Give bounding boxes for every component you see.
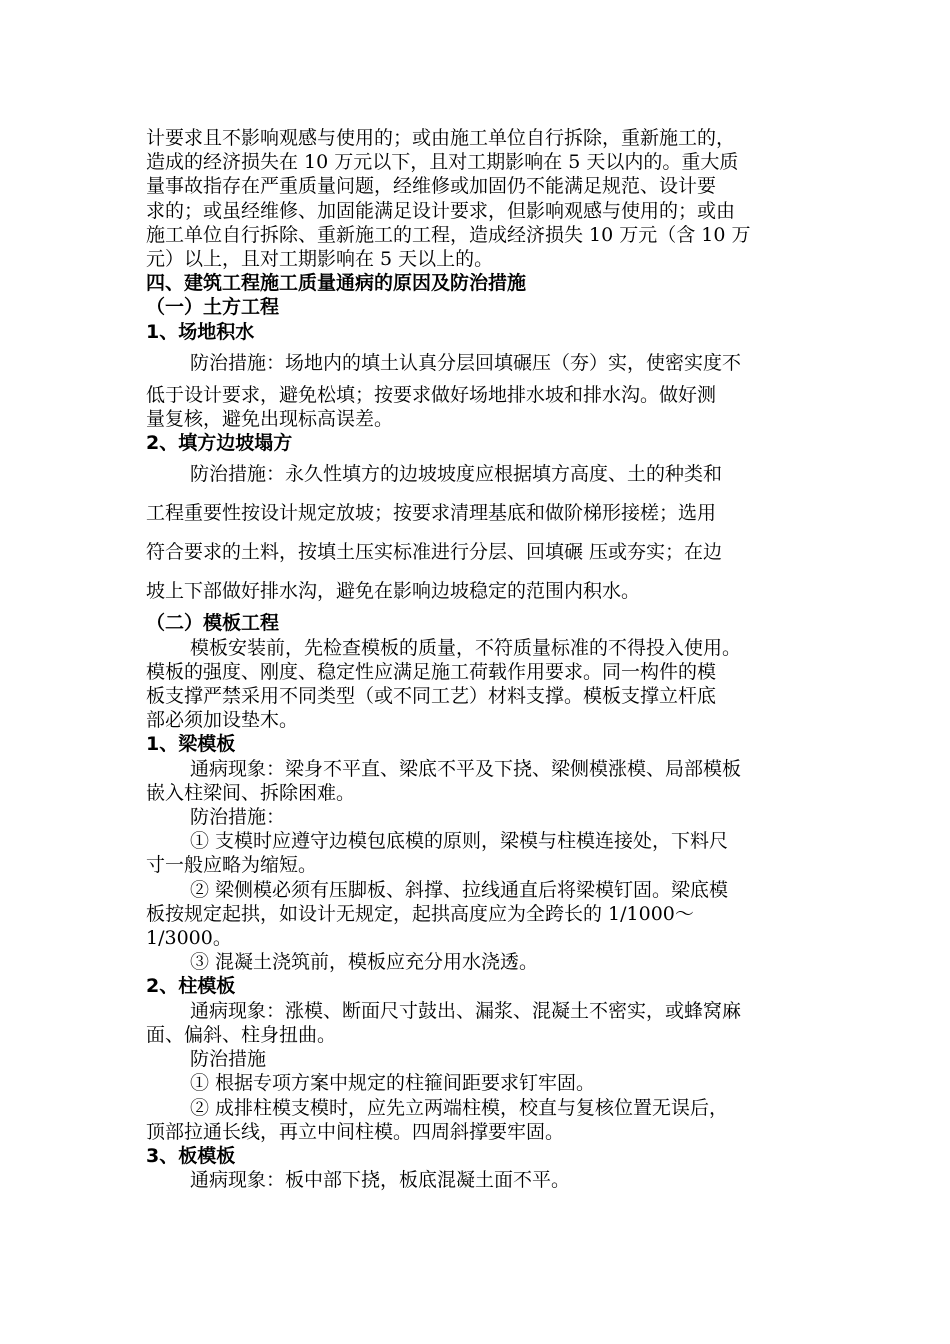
item-column-formwork-heading: 2、柱模板 [146, 975, 236, 998]
intro-line: 量事故指存在严重质量问题，经维修或加固仍不能满足规范、设计要 [146, 175, 717, 198]
paragraph-line: 防治措施：永久性填方的边坡坡度应根据填方高度、土的种类和 [190, 463, 723, 486]
paragraph-line: ② 成排柱模支模时，应先立两端柱模，校直与复核位置无误后， [190, 1096, 729, 1119]
measures-label: 防治措施 [190, 1048, 267, 1071]
paragraph-line: 通病现象：板中部下挠，板底混凝土面不平。 [190, 1169, 571, 1192]
paragraph-line: 嵌入柱梁间、拆除困难。 [146, 781, 356, 804]
document-body [146, 126, 810, 1192]
intro-line: 元）以上，且对工期影响在 5 天以上的。 [146, 248, 494, 271]
paragraph-line: 工程重要性按设计规定放坡；按要求清理基底和做阶梯形接槎；选用 [146, 502, 717, 525]
intro-line: 求的；或虽经维修、加固能满足设计要求，但影响观感与使用的；或由 [146, 199, 736, 222]
intro-line: 造成的经济损失在 10 万元以下，且对工期影响在 5 天以内的。重大质 [146, 151, 739, 174]
paragraph-line: 通病现象：涨模、断面尺寸鼓出、漏浆、混凝土不密实，或蜂窝麻 [190, 999, 742, 1022]
paragraph-line: 1/3000。 [146, 927, 232, 950]
paragraph-line: 符合要求的土料，按填土压实标准进行分层、回填碾 压或夯实；在边 [146, 541, 723, 564]
paragraph-line: 板按规定起拱，如设计无规定，起拱高度应为全跨长的 1/1000～ [146, 902, 694, 925]
paragraph-line: 面、偏斜、柱身扭曲。 [146, 1023, 337, 1046]
paragraph-line: 部必须加设垫木。 [146, 709, 299, 732]
paragraph-line: 顶部拉通长线，再立中间柱模。四周斜撑要牢固。 [146, 1120, 565, 1143]
paragraph-line: 模板的强度、刚度、稳定性应满足施工荷载作用要求。同一构件的模 [146, 660, 717, 683]
subsection-formwork-heading: （二）模板工程 [146, 612, 280, 635]
paragraph-line: 坡上下部做好排水沟，避免在影响边坡稳定的范围内积水。 [146, 580, 641, 603]
paragraph-line: ③ 混凝土浇筑前，模板应充分用水浇透。 [190, 951, 539, 974]
item-beam-formwork-heading: 1、梁模板 [146, 733, 236, 756]
paragraph-line: ① 根据专项方案中规定的柱箍间距要求钉牢固。 [190, 1072, 596, 1095]
intro-line: 施工单位自行拆除、重新施工的工程，造成经济损失 10 万元（含 10 万 [146, 223, 751, 246]
paragraph-line: 防治措施：场地内的填土认真分层回填碾压（夯）实，使密实度不 [190, 351, 742, 374]
paragraph-line: 模板安装前，先检查模板的质量，不符质量标准的不得投入使用。 [190, 636, 742, 659]
paragraph-line: 低于设计要求，避免松填；按要求做好场地排水坡和排水沟。做好测 [146, 383, 717, 406]
item-site-ponding-heading: 1、场地积水 [146, 320, 255, 343]
paragraph-line: ② 梁侧模必须有压脚板、斜撑、拉线通直后将梁模钉固。梁底模 [190, 878, 729, 901]
subsection-earthwork-heading: （一）土方工程 [146, 296, 280, 319]
paragraph-line: ① 支模时应遵守边模包底模的原则，梁模与柱模连接处，下料尺 [190, 830, 729, 853]
measures-label: 防治措施： [190, 806, 286, 829]
paragraph-line: 量复核，避免出现标高误差。 [146, 408, 394, 431]
paragraph-line: 寸一般应略为缩短。 [146, 854, 318, 877]
paragraph-line: 通病现象：梁身不平直、梁底不平及下挠、梁侧模涨模、局部模板 [190, 757, 742, 780]
intro-line: 计要求且不影响观感与使用的；或由施工单位自行拆除，重新施工的， [146, 127, 736, 149]
item-fill-slope-heading: 2、填方边坡塌方 [146, 432, 293, 455]
item-slab-formwork-heading: 3、板模板 [146, 1144, 236, 1167]
paragraph-line: 板支撑严禁采用不同类型（或不同工艺）材料支撑。模板支撑立杆底 [146, 685, 717, 708]
section-4-heading: 四、建筑工程施工质量通病的原因及防治措施 [146, 272, 527, 295]
